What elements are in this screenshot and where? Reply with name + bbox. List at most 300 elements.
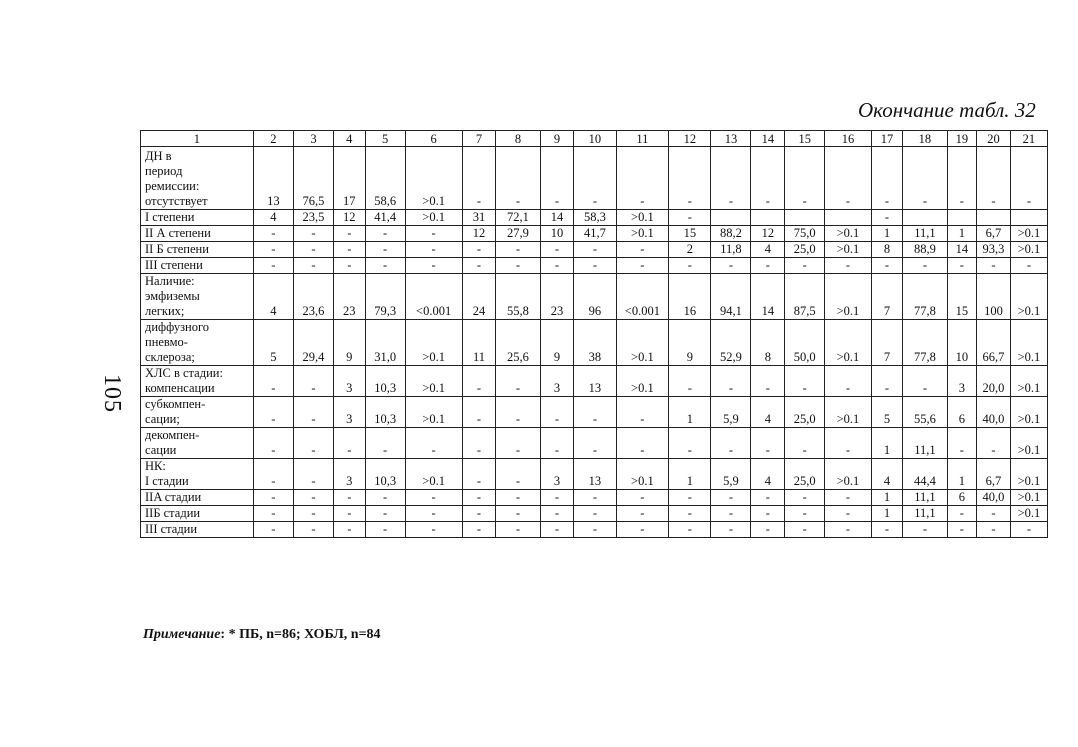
table-cell: >0.1	[825, 274, 871, 320]
table-cell: >0.1	[616, 459, 669, 490]
table-row	[141, 397, 1048, 428]
table-cell: -	[540, 258, 574, 274]
table-cell: -	[825, 428, 871, 459]
table-cell: -	[293, 490, 333, 506]
table-cell: 6	[947, 397, 977, 428]
column-number: 1	[141, 131, 254, 147]
row-label	[141, 397, 254, 428]
row-label-line: I степени	[145, 210, 195, 224]
table-cell: 4	[751, 242, 785, 258]
table-cell: -	[540, 242, 574, 258]
table-cell: >0.1	[405, 320, 462, 366]
column-number: 10	[574, 131, 616, 147]
table-cell: 3	[540, 459, 574, 490]
table-cell: 75,0	[785, 226, 825, 242]
table-cell: -	[903, 147, 947, 210]
table-cell: -	[496, 490, 540, 506]
table-cell: -	[462, 428, 496, 459]
footnote	[143, 627, 381, 643]
table-cell: -	[574, 242, 616, 258]
table-cell: -	[669, 428, 711, 459]
table-cell: 8	[871, 242, 903, 258]
table-row	[141, 242, 1048, 258]
table-cell: 16	[669, 274, 711, 320]
table-cell: -	[947, 522, 977, 538]
table-cell: -	[711, 522, 751, 538]
table-cell: 29,4	[293, 320, 333, 366]
column-number: 4	[333, 131, 365, 147]
table-caption: Окончание табл. 32	[858, 98, 1036, 122]
row-label	[141, 320, 254, 366]
row-label-line: ремиссии:	[145, 179, 200, 193]
table-cell: -	[496, 459, 540, 490]
row-label-line: субкомпен-	[145, 397, 206, 411]
table-cell: 11,1	[903, 490, 947, 506]
table-cell: >0.1	[1010, 366, 1047, 397]
table-cell: 88,9	[903, 242, 947, 258]
table-cell: -	[574, 490, 616, 506]
table-cell: 13	[574, 366, 616, 397]
table-cell: -	[333, 242, 365, 258]
table-cell: -	[496, 522, 540, 538]
table-cell: -	[574, 506, 616, 522]
table-cell: -	[871, 366, 903, 397]
table-cell: -	[711, 428, 751, 459]
column-number: 14	[751, 131, 785, 147]
row-label	[141, 147, 254, 210]
table-cell: -	[669, 490, 711, 506]
table-cell: 58,3	[574, 210, 616, 226]
table-cell: -	[462, 366, 496, 397]
table-cell: -	[871, 258, 903, 274]
table-cell: -	[253, 366, 293, 397]
table-cell: -	[293, 242, 333, 258]
table-cell: -	[333, 490, 365, 506]
table-cell: -	[751, 258, 785, 274]
table-cell: 58,6	[365, 147, 405, 210]
table-cell: -	[711, 366, 751, 397]
table-cell: -	[253, 428, 293, 459]
table-cell: 1	[947, 459, 977, 490]
row-label-line: пневмо-	[145, 335, 188, 349]
row-label-line: ХЛС в стадии:	[145, 366, 223, 380]
table-cell: 6	[947, 490, 977, 506]
table-cell: 41,4	[365, 210, 405, 226]
table-cell: 6,7	[977, 226, 1011, 242]
table-cell: 14	[540, 210, 574, 226]
table-cell: -	[253, 226, 293, 242]
table-cell: -	[1010, 522, 1047, 538]
table-row	[141, 366, 1048, 397]
table-cell: 15	[669, 226, 711, 242]
row-label	[141, 459, 254, 490]
row-label-line: III степени	[145, 258, 203, 272]
table-cell: 12	[462, 226, 496, 242]
table-cell: -	[616, 147, 669, 210]
table-cell: 40,0	[977, 490, 1011, 506]
row-label-line: компенсации	[145, 381, 215, 395]
table-cell: -	[977, 147, 1011, 210]
table-cell: -	[333, 522, 365, 538]
table-cell: -	[462, 459, 496, 490]
table-row	[141, 274, 1048, 320]
column-number: 16	[825, 131, 871, 147]
row-label-line: II Б степени	[145, 242, 209, 256]
table-cell: 5	[871, 397, 903, 428]
table-cell	[903, 210, 947, 226]
column-number: 5	[365, 131, 405, 147]
table-cell: >0.1	[1010, 428, 1047, 459]
row-label-line: эмфиземы	[145, 289, 200, 303]
row-label-line: ДН в	[145, 149, 172, 163]
table-cell: >0.1	[825, 320, 871, 366]
table-cell: >0.1	[1010, 506, 1047, 522]
table-cell: 5,9	[711, 459, 751, 490]
table-cell: -	[977, 506, 1011, 522]
table-cell: -	[825, 258, 871, 274]
row-label-line: отсутствует	[145, 194, 208, 208]
column-number: 12	[669, 131, 711, 147]
table-cell: -	[293, 226, 333, 242]
table-cell: 1	[947, 226, 977, 242]
table-cell: -	[253, 242, 293, 258]
table-cell: -	[462, 490, 496, 506]
row-label	[141, 366, 254, 397]
table-cell: 4	[253, 274, 293, 320]
row-label-line: сации;	[145, 412, 180, 426]
row-label	[141, 226, 254, 242]
table-cell: 11	[462, 320, 496, 366]
table-cell: 10,3	[365, 366, 405, 397]
table-cell: 94,1	[711, 274, 751, 320]
table-cell: -	[496, 147, 540, 210]
table-cell: -	[462, 242, 496, 258]
table-cell: 31	[462, 210, 496, 226]
table-cell: 10,3	[365, 459, 405, 490]
table-cell: <0.001	[616, 274, 669, 320]
table-cell	[1010, 210, 1047, 226]
table-cell: -	[293, 506, 333, 522]
table-cell: 24	[462, 274, 496, 320]
table-cell: >0.1	[616, 366, 669, 397]
table-cell: -	[365, 226, 405, 242]
table-cell: 11,8	[711, 242, 751, 258]
table-cell: -	[333, 428, 365, 459]
table-cell: -	[825, 506, 871, 522]
table-cell: -	[253, 397, 293, 428]
row-label-line: диффузного	[145, 320, 210, 334]
column-number: 15	[785, 131, 825, 147]
table-cell: -	[462, 522, 496, 538]
table-cell: >0.1	[825, 397, 871, 428]
table-cell: -	[462, 147, 496, 210]
table-cell: -	[616, 397, 669, 428]
table-cell: 25,0	[785, 397, 825, 428]
table-cell: -	[462, 506, 496, 522]
table-cell: >0.1	[616, 320, 669, 366]
table-cell: -	[947, 258, 977, 274]
table-cell: 23,5	[293, 210, 333, 226]
column-number: 17	[871, 131, 903, 147]
table-cell: 11,1	[903, 428, 947, 459]
table-cell: -	[825, 490, 871, 506]
table-cell: -	[825, 366, 871, 397]
footnote-label: Примечание	[143, 627, 221, 642]
table-cell: -	[785, 506, 825, 522]
table-cell: 76,5	[293, 147, 333, 210]
table-cell: -	[616, 258, 669, 274]
table-cell: 88,2	[711, 226, 751, 242]
table-cell: -	[496, 506, 540, 522]
row-label	[141, 506, 254, 522]
table-cell: -	[293, 366, 333, 397]
table-cell: -	[405, 506, 462, 522]
table-cell: -	[540, 490, 574, 506]
table-cell: 10	[540, 226, 574, 242]
table-row	[141, 226, 1048, 242]
table-cell: 1	[669, 459, 711, 490]
table-cell: -	[977, 522, 1011, 538]
table-cell: -	[1010, 147, 1047, 210]
table-cell: 2	[669, 242, 711, 258]
table-cell: -	[669, 506, 711, 522]
table-cell: 1	[871, 428, 903, 459]
row-label-line: период	[145, 164, 183, 178]
table-cell: 14	[751, 274, 785, 320]
table-cell: 9	[540, 320, 574, 366]
table-cell: -	[293, 459, 333, 490]
table-cell: 5	[253, 320, 293, 366]
table-cell: -	[871, 147, 903, 210]
table-cell: 38	[574, 320, 616, 366]
table-cell: -	[903, 258, 947, 274]
row-label	[141, 428, 254, 459]
table-cell: 4	[871, 459, 903, 490]
table-cell: -	[751, 490, 785, 506]
table-cell: -	[496, 258, 540, 274]
table-cell: 25,6	[496, 320, 540, 366]
row-label-line: декомпен-	[145, 428, 200, 442]
table-cell: 6,7	[977, 459, 1011, 490]
table-cell: >0.1	[1010, 242, 1047, 258]
table-cell: 25,0	[785, 242, 825, 258]
table-cell: 23	[540, 274, 574, 320]
table-cell: -	[751, 428, 785, 459]
table-cell: <0.001	[405, 274, 462, 320]
table-cell: 66,7	[977, 320, 1011, 366]
table-cell	[825, 210, 871, 226]
table-cell: 4	[751, 397, 785, 428]
table-cell: -	[293, 258, 333, 274]
table-cell: -	[711, 147, 751, 210]
table-cell: 55,6	[903, 397, 947, 428]
table-cell: 1	[871, 506, 903, 522]
table-cell: 13	[253, 147, 293, 210]
table-cell: -	[540, 147, 574, 210]
table-cell: -	[365, 506, 405, 522]
table-cell: -	[947, 147, 977, 210]
row-label-line: IIБ стадии	[145, 506, 201, 520]
table-cell: -	[785, 428, 825, 459]
table-row	[141, 522, 1048, 538]
table-cell: -	[253, 522, 293, 538]
table-cell: -	[333, 226, 365, 242]
table-cell: 41,7	[574, 226, 616, 242]
row-label	[141, 490, 254, 506]
table-cell	[751, 210, 785, 226]
table-header-row	[141, 131, 1048, 147]
table-cell: -	[616, 506, 669, 522]
table-cell: 50,0	[785, 320, 825, 366]
table-cell: -	[405, 226, 462, 242]
table-cell: -	[785, 147, 825, 210]
table-cell: -	[293, 428, 333, 459]
table-cell: -	[365, 428, 405, 459]
row-label-line: I стадии	[145, 474, 189, 488]
table-cell: -	[669, 147, 711, 210]
table-cell: 7	[871, 274, 903, 320]
table-cell: 10,3	[365, 397, 405, 428]
table-cell: -	[785, 366, 825, 397]
table-cell: -	[669, 522, 711, 538]
table-row	[141, 210, 1048, 226]
table-cell: -	[871, 522, 903, 538]
table-cell: -	[616, 522, 669, 538]
table-cell: -	[405, 522, 462, 538]
table-cell	[977, 210, 1011, 226]
table-cell: -	[574, 428, 616, 459]
table-cell: -	[825, 147, 871, 210]
row-label	[141, 522, 254, 538]
column-number: 20	[977, 131, 1011, 147]
row-label-line: склероза;	[145, 350, 195, 364]
table-cell	[711, 210, 751, 226]
row-label-line: сации	[145, 443, 177, 457]
page-number: 105	[99, 374, 125, 413]
table-cell: -	[903, 522, 947, 538]
column-number: 13	[711, 131, 751, 147]
table-row	[141, 320, 1048, 366]
table-cell: -	[253, 490, 293, 506]
table-cell: 3	[540, 366, 574, 397]
table-cell: 4	[751, 459, 785, 490]
row-label-line: IIA стадии	[145, 490, 202, 504]
table-cell: 55,8	[496, 274, 540, 320]
table-row	[141, 459, 1048, 490]
table-row	[141, 258, 1048, 274]
table-cell: 11,1	[903, 506, 947, 522]
row-label-line: Наличие:	[145, 274, 195, 288]
table-cell: 12	[333, 210, 365, 226]
table-cell: -	[977, 428, 1011, 459]
data-table	[140, 130, 1048, 538]
row-label	[141, 258, 254, 274]
table-cell: 3	[333, 366, 365, 397]
table-cell: >0.1	[825, 459, 871, 490]
table-cell: 15	[947, 274, 977, 320]
table-cell: -	[253, 506, 293, 522]
table-cell: 23,6	[293, 274, 333, 320]
table-cell: 9	[669, 320, 711, 366]
table-cell: -	[825, 522, 871, 538]
column-number: 8	[496, 131, 540, 147]
table-cell: 40,0	[977, 397, 1011, 428]
table-cell: -	[574, 147, 616, 210]
table-cell: >0.1	[616, 210, 669, 226]
table-cell: -	[253, 459, 293, 490]
table-cell: -	[365, 258, 405, 274]
table-cell: -	[751, 522, 785, 538]
table-cell: >0.1	[1010, 490, 1047, 506]
table-cell: -	[540, 397, 574, 428]
table-row	[141, 428, 1048, 459]
table-cell: 11,1	[903, 226, 947, 242]
table-cell: 1	[871, 226, 903, 242]
table-cell: -	[574, 397, 616, 428]
table-cell: >0.1	[405, 210, 462, 226]
table-cell: 31,0	[365, 320, 405, 366]
table-cell: -	[871, 210, 903, 226]
row-label-line: III стадии	[145, 522, 198, 536]
table-cell: -	[616, 428, 669, 459]
table-cell: -	[1010, 258, 1047, 274]
column-number: 11	[616, 131, 669, 147]
table-cell: 25,0	[785, 459, 825, 490]
table-cell: 5,9	[711, 397, 751, 428]
table-cell: 72,1	[496, 210, 540, 226]
row-label	[141, 242, 254, 258]
table-cell: 52,9	[711, 320, 751, 366]
table-cell: -	[751, 506, 785, 522]
table-cell: 14	[947, 242, 977, 258]
table-cell: -	[293, 522, 333, 538]
table-row	[141, 147, 1048, 210]
table-cell: 8	[751, 320, 785, 366]
table-row	[141, 506, 1048, 522]
table-cell	[785, 210, 825, 226]
table-cell: -	[977, 258, 1011, 274]
row-label	[141, 274, 254, 320]
table-cell: >0.1	[405, 459, 462, 490]
table-cell: 3	[333, 397, 365, 428]
table-cell: -	[365, 522, 405, 538]
table-cell: -	[365, 242, 405, 258]
table-cell: -	[616, 490, 669, 506]
table-cell: >0.1	[1010, 320, 1047, 366]
table-cell: >0.1	[1010, 226, 1047, 242]
table-cell: -	[903, 366, 947, 397]
table-cell: 1	[669, 397, 711, 428]
column-number: 6	[405, 131, 462, 147]
table-cell: -	[669, 258, 711, 274]
table-cell: -	[333, 258, 365, 274]
table-cell: >0.1	[1010, 397, 1047, 428]
table-cell: -	[405, 490, 462, 506]
table-cell: -	[616, 242, 669, 258]
table-cell: -	[462, 397, 496, 428]
row-label	[141, 210, 254, 226]
table-cell: -	[947, 428, 977, 459]
table-cell: >0.1	[616, 226, 669, 242]
table-cell: -	[785, 490, 825, 506]
table-row	[141, 490, 1048, 506]
table-cell: 13	[574, 459, 616, 490]
table-cell: -	[333, 506, 365, 522]
table-cell: -	[405, 428, 462, 459]
table-cell: 3	[947, 366, 977, 397]
table-cell: -	[540, 506, 574, 522]
table-cell: >0.1	[1010, 459, 1047, 490]
